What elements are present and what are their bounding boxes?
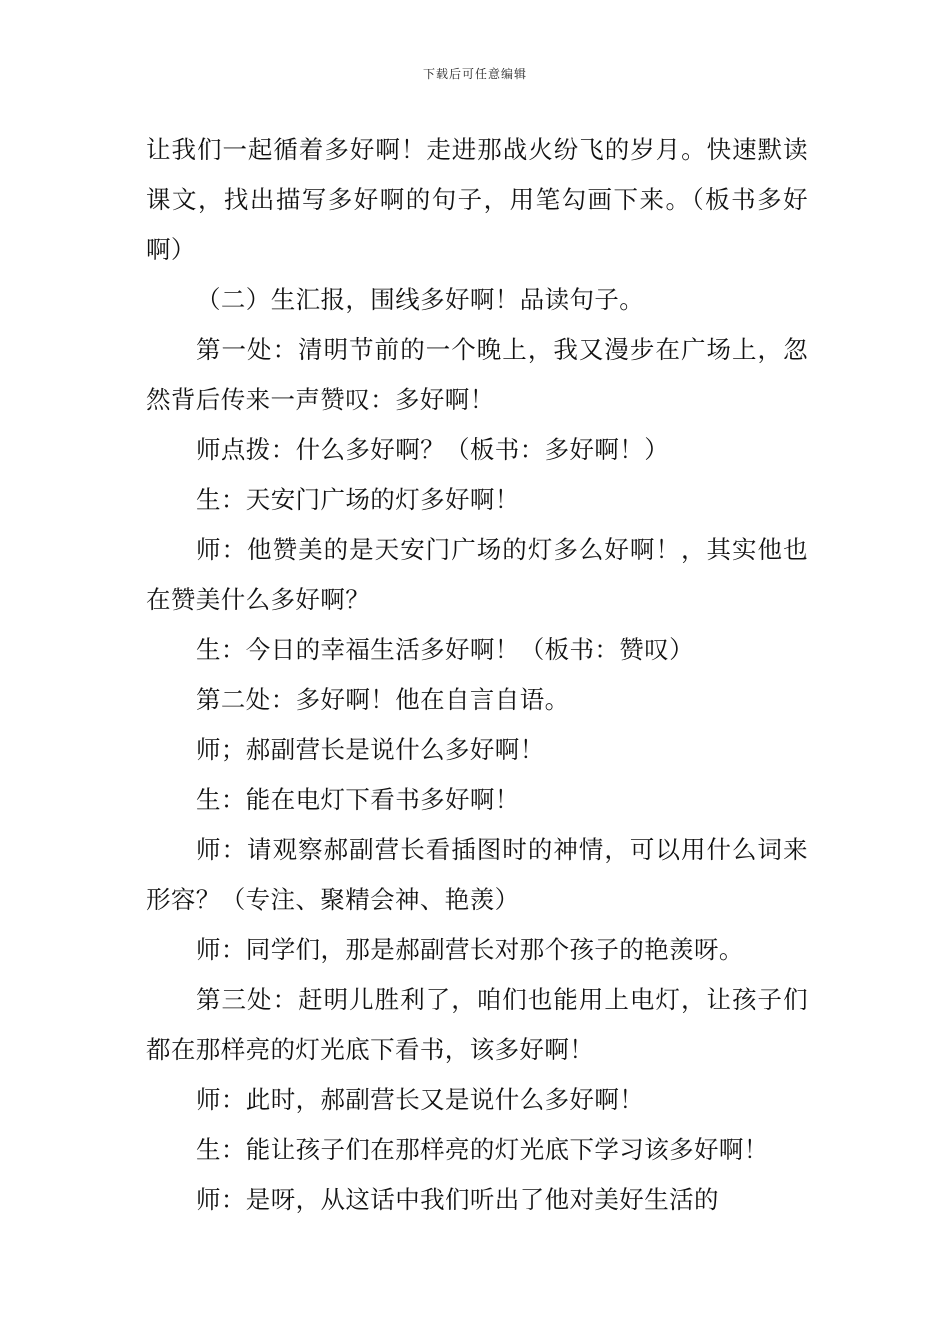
paragraph: 生：天安门广场的灯多好啊！ (196, 485, 520, 514)
paragraph: 生：今日的幸福生活多好啊！（板书：赞叹） (196, 635, 694, 664)
paragraph: 师：他赞美的是天安门广场的灯多么好啊！，其实他也在赞美什么多好啊？ (146, 535, 808, 614)
page-header: 下载后可任意编辑 (422, 67, 527, 81)
paragraph: 第一处：清明节前的一个晚上，我又漫步在广场上，忽然背后传来一声赞叹：多好啊！ (146, 335, 808, 414)
paragraph: 生：能在电灯下看书多好啊！ (196, 785, 520, 814)
paragraph: （二）生汇报，围线多好啊！品读句子。 (196, 285, 645, 314)
paragraph: 第三处：赶明儿胜利了，咱们也能用上电灯，让孩子们都在那样亮的灯光底下看书，该多好啊！ (146, 985, 808, 1064)
paragraph: 师点拨：什么多好啊？（板书：多好啊！） (196, 435, 670, 464)
paragraph: 第二处：多好啊！他在自言自语。 (196, 685, 570, 714)
paragraph: 让我们一起循着多好啊！走进那战火纷飞的岁月。快速默读课文，找出描写多好啊的句子，用笔勾画下来。（板书多好啊） (146, 135, 808, 264)
document-body (146, 125, 808, 1225)
paragraph: 师：此时，郝副营长又是说什么多好啊！ (196, 1085, 645, 1114)
paragraph: 师：请观察郝副营长看插图时的神情，可以用什么词来形容？（专注、聚精会神、艳羡） (146, 835, 808, 914)
paragraph: 师：同学们，那是郝副营长对那个孩子的艳羡呀。 (196, 935, 744, 964)
paragraph: 生：能让孩子们在那样亮的灯光底下学习该多好啊！ (196, 1135, 769, 1164)
paragraph: 师：是呀，从这话中我们听出了他对美好生活的 (196, 1185, 719, 1214)
paragraph: 师；郝副营长是说什么多好啊！ (196, 735, 545, 764)
